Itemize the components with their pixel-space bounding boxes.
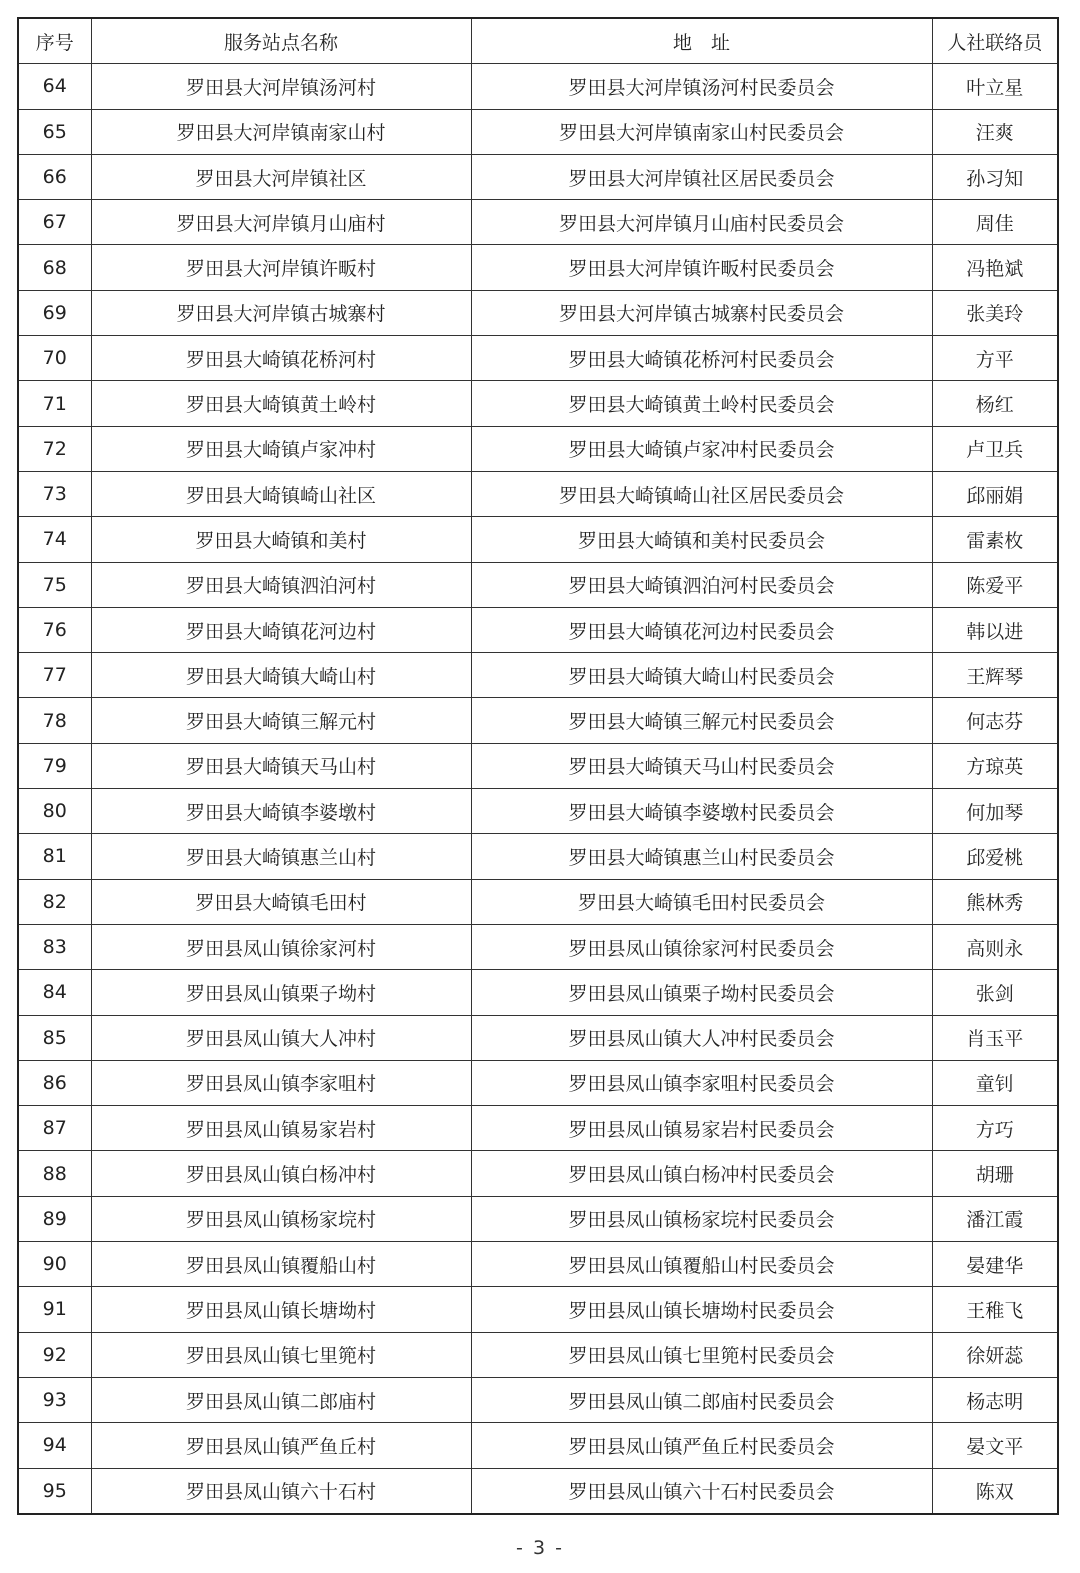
table-row: [18, 426, 1058, 471]
cell-contact: 晏建华: [932, 1242, 1058, 1287]
header-station-name: 服务站点名称: [91, 18, 471, 64]
cell-contact: 方巧: [932, 1106, 1058, 1151]
cell-contact: 徐妍蕊: [932, 1332, 1058, 1377]
cell-station-name: 罗田县大崎镇天马山村: [91, 743, 471, 788]
cell-address: 罗田县凤山镇白杨冲村民委员会: [471, 1151, 932, 1196]
table-row: [18, 1423, 1058, 1468]
cell-station-name: 罗田县大河岸镇月山庙村: [91, 200, 471, 245]
cell-address: 罗田县大河岸镇社区居民委员会: [471, 154, 932, 199]
cell-station-name: 罗田县凤山镇二郎庙村: [91, 1377, 471, 1422]
cell-index: 64: [18, 64, 91, 109]
cell-address: 罗田县大河岸镇古城寨村民委员会: [471, 290, 932, 335]
cell-contact: 韩以进: [932, 607, 1058, 652]
cell-contact: 肖玉平: [932, 1015, 1058, 1060]
cell-station-name: 罗田县大崎镇李婆墩村: [91, 789, 471, 834]
cell-index: 81: [18, 834, 91, 879]
cell-contact: 王稚飞: [932, 1287, 1058, 1332]
cell-station-name: 罗田县大崎镇三解元村: [91, 698, 471, 743]
cell-index: 91: [18, 1287, 91, 1332]
cell-index: 69: [18, 290, 91, 335]
table-row: [18, 607, 1058, 652]
cell-index: 72: [18, 426, 91, 471]
table-row: [18, 109, 1058, 154]
cell-station-name: 罗田县凤山镇易家岩村: [91, 1106, 471, 1151]
cell-station-name: 罗田县凤山镇覆船山村: [91, 1242, 471, 1287]
cell-index: 92: [18, 1332, 91, 1377]
cell-station-name: 罗田县凤山镇徐家河村: [91, 924, 471, 969]
cell-contact: 何加琴: [932, 789, 1058, 834]
cell-station-name: 罗田县凤山镇六十石村: [91, 1468, 471, 1514]
table-row: [18, 1287, 1058, 1332]
cell-station-name: 罗田县大崎镇黄土岭村: [91, 381, 471, 426]
cell-address: 罗田县大崎镇花桥河村民委员会: [471, 336, 932, 381]
cell-station-name: 罗田县大河岸镇古城寨村: [91, 290, 471, 335]
cell-address: 罗田县凤山镇易家岩村民委员会: [471, 1106, 932, 1151]
page-number: - 3 -: [516, 1537, 564, 1559]
cell-station-name: 罗田县大河岸镇南家山村: [91, 109, 471, 154]
cell-address: 罗田县大河岸镇汤河村民委员会: [471, 64, 932, 109]
cell-address: 罗田县凤山镇七里篼村民委员会: [471, 1332, 932, 1377]
cell-station-name: 罗田县大崎镇卢家冲村: [91, 426, 471, 471]
table-row: [18, 1377, 1058, 1422]
cell-index: 89: [18, 1196, 91, 1241]
table-row: [18, 517, 1058, 562]
table-row: [18, 290, 1058, 335]
table-row: [18, 834, 1058, 879]
cell-address: 罗田县大崎镇惠兰山村民委员会: [471, 834, 932, 879]
cell-address: 罗田县大崎镇泗泊河村民委员会: [471, 562, 932, 607]
table-row: [18, 1106, 1058, 1151]
service-station-table-container: [17, 17, 1057, 1515]
cell-contact: 潘江霞: [932, 1196, 1058, 1241]
table-row: [18, 64, 1058, 109]
table-row: [18, 1468, 1058, 1514]
cell-address: 罗田县凤山镇六十石村民委员会: [471, 1468, 932, 1514]
cell-contact: 汪爽: [932, 109, 1058, 154]
cell-index: 95: [18, 1468, 91, 1514]
cell-address: 罗田县大崎镇天马山村民委员会: [471, 743, 932, 788]
cell-address: 罗田县大崎镇李婆墩村民委员会: [471, 789, 932, 834]
cell-station-name: 罗田县大崎镇大崎山村: [91, 653, 471, 698]
table-row: [18, 924, 1058, 969]
table-row: [18, 154, 1058, 199]
header-contact: 人社联络员: [932, 18, 1058, 64]
cell-station-name: 罗田县凤山镇白杨冲村: [91, 1151, 471, 1196]
cell-contact: 孙习知: [932, 154, 1058, 199]
cell-address: 罗田县凤山镇严鱼丘村民委员会: [471, 1423, 932, 1468]
cell-contact: 张剑: [932, 970, 1058, 1015]
table-row: [18, 1196, 1058, 1241]
table-row: [18, 1015, 1058, 1060]
cell-contact: 晏文平: [932, 1423, 1058, 1468]
cell-address: 罗田县凤山镇二郎庙村民委员会: [471, 1377, 932, 1422]
cell-address: 罗田县大河岸镇南家山村民委员会: [471, 109, 932, 154]
table-header-row: [18, 18, 1058, 64]
cell-station-name: 罗田县大崎镇和美村: [91, 517, 471, 562]
cell-index: 88: [18, 1151, 91, 1196]
cell-contact: 王辉琴: [932, 653, 1058, 698]
cell-index: 66: [18, 154, 91, 199]
cell-contact: 卢卫兵: [932, 426, 1058, 471]
cell-contact: 邱丽娟: [932, 471, 1058, 516]
cell-contact: 童钊: [932, 1060, 1058, 1105]
cell-address: 罗田县凤山镇栗子坳村民委员会: [471, 970, 932, 1015]
table-row: [18, 789, 1058, 834]
cell-address: 罗田县大崎镇大崎山村民委员会: [471, 653, 932, 698]
cell-station-name: 罗田县大崎镇毛田村: [91, 879, 471, 924]
cell-address: 罗田县大崎镇卢家冲村民委员会: [471, 426, 932, 471]
cell-address: 罗田县凤山镇大人冲村民委员会: [471, 1015, 932, 1060]
header-address: 地 址: [471, 18, 932, 64]
cell-contact: 叶立星: [932, 64, 1058, 109]
cell-index: 84: [18, 970, 91, 1015]
cell-index: 70: [18, 336, 91, 381]
cell-station-name: 罗田县凤山镇杨家垸村: [91, 1196, 471, 1241]
cell-station-name: 罗田县大崎镇崎山社区: [91, 471, 471, 516]
cell-station-name: 罗田县凤山镇七里篼村: [91, 1332, 471, 1377]
cell-index: 80: [18, 789, 91, 834]
header-index: 序号: [18, 18, 91, 64]
cell-station-name: 罗田县大崎镇泗泊河村: [91, 562, 471, 607]
cell-contact: 方琼英: [932, 743, 1058, 788]
cell-index: 67: [18, 200, 91, 245]
cell-contact: 陈爱平: [932, 562, 1058, 607]
table-row: [18, 698, 1058, 743]
table-row: [18, 653, 1058, 698]
cell-address: 罗田县凤山镇李家咀村民委员会: [471, 1060, 932, 1105]
cell-station-name: 罗田县凤山镇栗子坳村: [91, 970, 471, 1015]
cell-index: 82: [18, 879, 91, 924]
cell-station-name: 罗田县大河岸镇社区: [91, 154, 471, 199]
cell-station-name: 罗田县凤山镇李家咀村: [91, 1060, 471, 1105]
cell-address: 罗田县大崎镇和美村民委员会: [471, 517, 932, 562]
cell-contact: 熊林秀: [932, 879, 1058, 924]
cell-index: 85: [18, 1015, 91, 1060]
service-station-table: [17, 17, 1059, 1515]
cell-index: 65: [18, 109, 91, 154]
cell-index: 73: [18, 471, 91, 516]
cell-index: 87: [18, 1106, 91, 1151]
cell-address: 罗田县凤山镇徐家河村民委员会: [471, 924, 932, 969]
cell-index: 90: [18, 1242, 91, 1287]
cell-contact: 杨志明: [932, 1377, 1058, 1422]
cell-station-name: 罗田县大崎镇花桥河村: [91, 336, 471, 381]
table-row: [18, 1242, 1058, 1287]
table-row: [18, 1332, 1058, 1377]
table-row: [18, 562, 1058, 607]
cell-station-name: 罗田县大崎镇花河边村: [91, 607, 471, 652]
cell-contact: 陈双: [932, 1468, 1058, 1514]
cell-index: 79: [18, 743, 91, 788]
cell-station-name: 罗田县凤山镇大人冲村: [91, 1015, 471, 1060]
table-row: [18, 336, 1058, 381]
table-row: [18, 879, 1058, 924]
cell-address: 罗田县大崎镇毛田村民委员会: [471, 879, 932, 924]
cell-index: 93: [18, 1377, 91, 1422]
cell-index: 74: [18, 517, 91, 562]
cell-index: 75: [18, 562, 91, 607]
cell-index: 68: [18, 245, 91, 290]
cell-index: 78: [18, 698, 91, 743]
cell-station-name: 罗田县凤山镇长塘坳村: [91, 1287, 471, 1332]
cell-address: 罗田县大崎镇黄土岭村民委员会: [471, 381, 932, 426]
cell-station-name: 罗田县凤山镇严鱼丘村: [91, 1423, 471, 1468]
cell-station-name: 罗田县大河岸镇汤河村: [91, 64, 471, 109]
cell-index: 71: [18, 381, 91, 426]
table-row: [18, 381, 1058, 426]
cell-index: 94: [18, 1423, 91, 1468]
cell-station-name: 罗田县大河岸镇许畈村: [91, 245, 471, 290]
cell-contact: 杨红: [932, 381, 1058, 426]
cell-contact: 张美玲: [932, 290, 1058, 335]
cell-address: 罗田县大崎镇花河边村民委员会: [471, 607, 932, 652]
table-row: [18, 1151, 1058, 1196]
cell-address: 罗田县大崎镇三解元村民委员会: [471, 698, 932, 743]
table-row: [18, 743, 1058, 788]
cell-contact: 高则永: [932, 924, 1058, 969]
cell-contact: 邱爱桃: [932, 834, 1058, 879]
cell-station-name: 罗田县大崎镇惠兰山村: [91, 834, 471, 879]
cell-address: 罗田县大河岸镇许畈村民委员会: [471, 245, 932, 290]
cell-contact: 方平: [932, 336, 1058, 381]
table-row: [18, 1060, 1058, 1105]
cell-address: 罗田县凤山镇覆船山村民委员会: [471, 1242, 932, 1287]
cell-contact: 周佳: [932, 200, 1058, 245]
cell-index: 77: [18, 653, 91, 698]
cell-address: 罗田县大崎镇崎山社区居民委员会: [471, 471, 932, 516]
table-row: [18, 970, 1058, 1015]
cell-address: 罗田县凤山镇杨家垸村民委员会: [471, 1196, 932, 1241]
cell-contact: 胡珊: [932, 1151, 1058, 1196]
cell-address: 罗田县大河岸镇月山庙村民委员会: [471, 200, 932, 245]
cell-contact: 雷素枚: [932, 517, 1058, 562]
cell-address: 罗田县凤山镇长塘坳村民委员会: [471, 1287, 932, 1332]
table-row: [18, 200, 1058, 245]
cell-index: 83: [18, 924, 91, 969]
cell-index: 76: [18, 607, 91, 652]
table-body: [18, 64, 1058, 1514]
cell-contact: 冯艳斌: [932, 245, 1058, 290]
cell-index: 86: [18, 1060, 91, 1105]
table-row: [18, 471, 1058, 516]
table-row: [18, 245, 1058, 290]
cell-contact: 何志芬: [932, 698, 1058, 743]
